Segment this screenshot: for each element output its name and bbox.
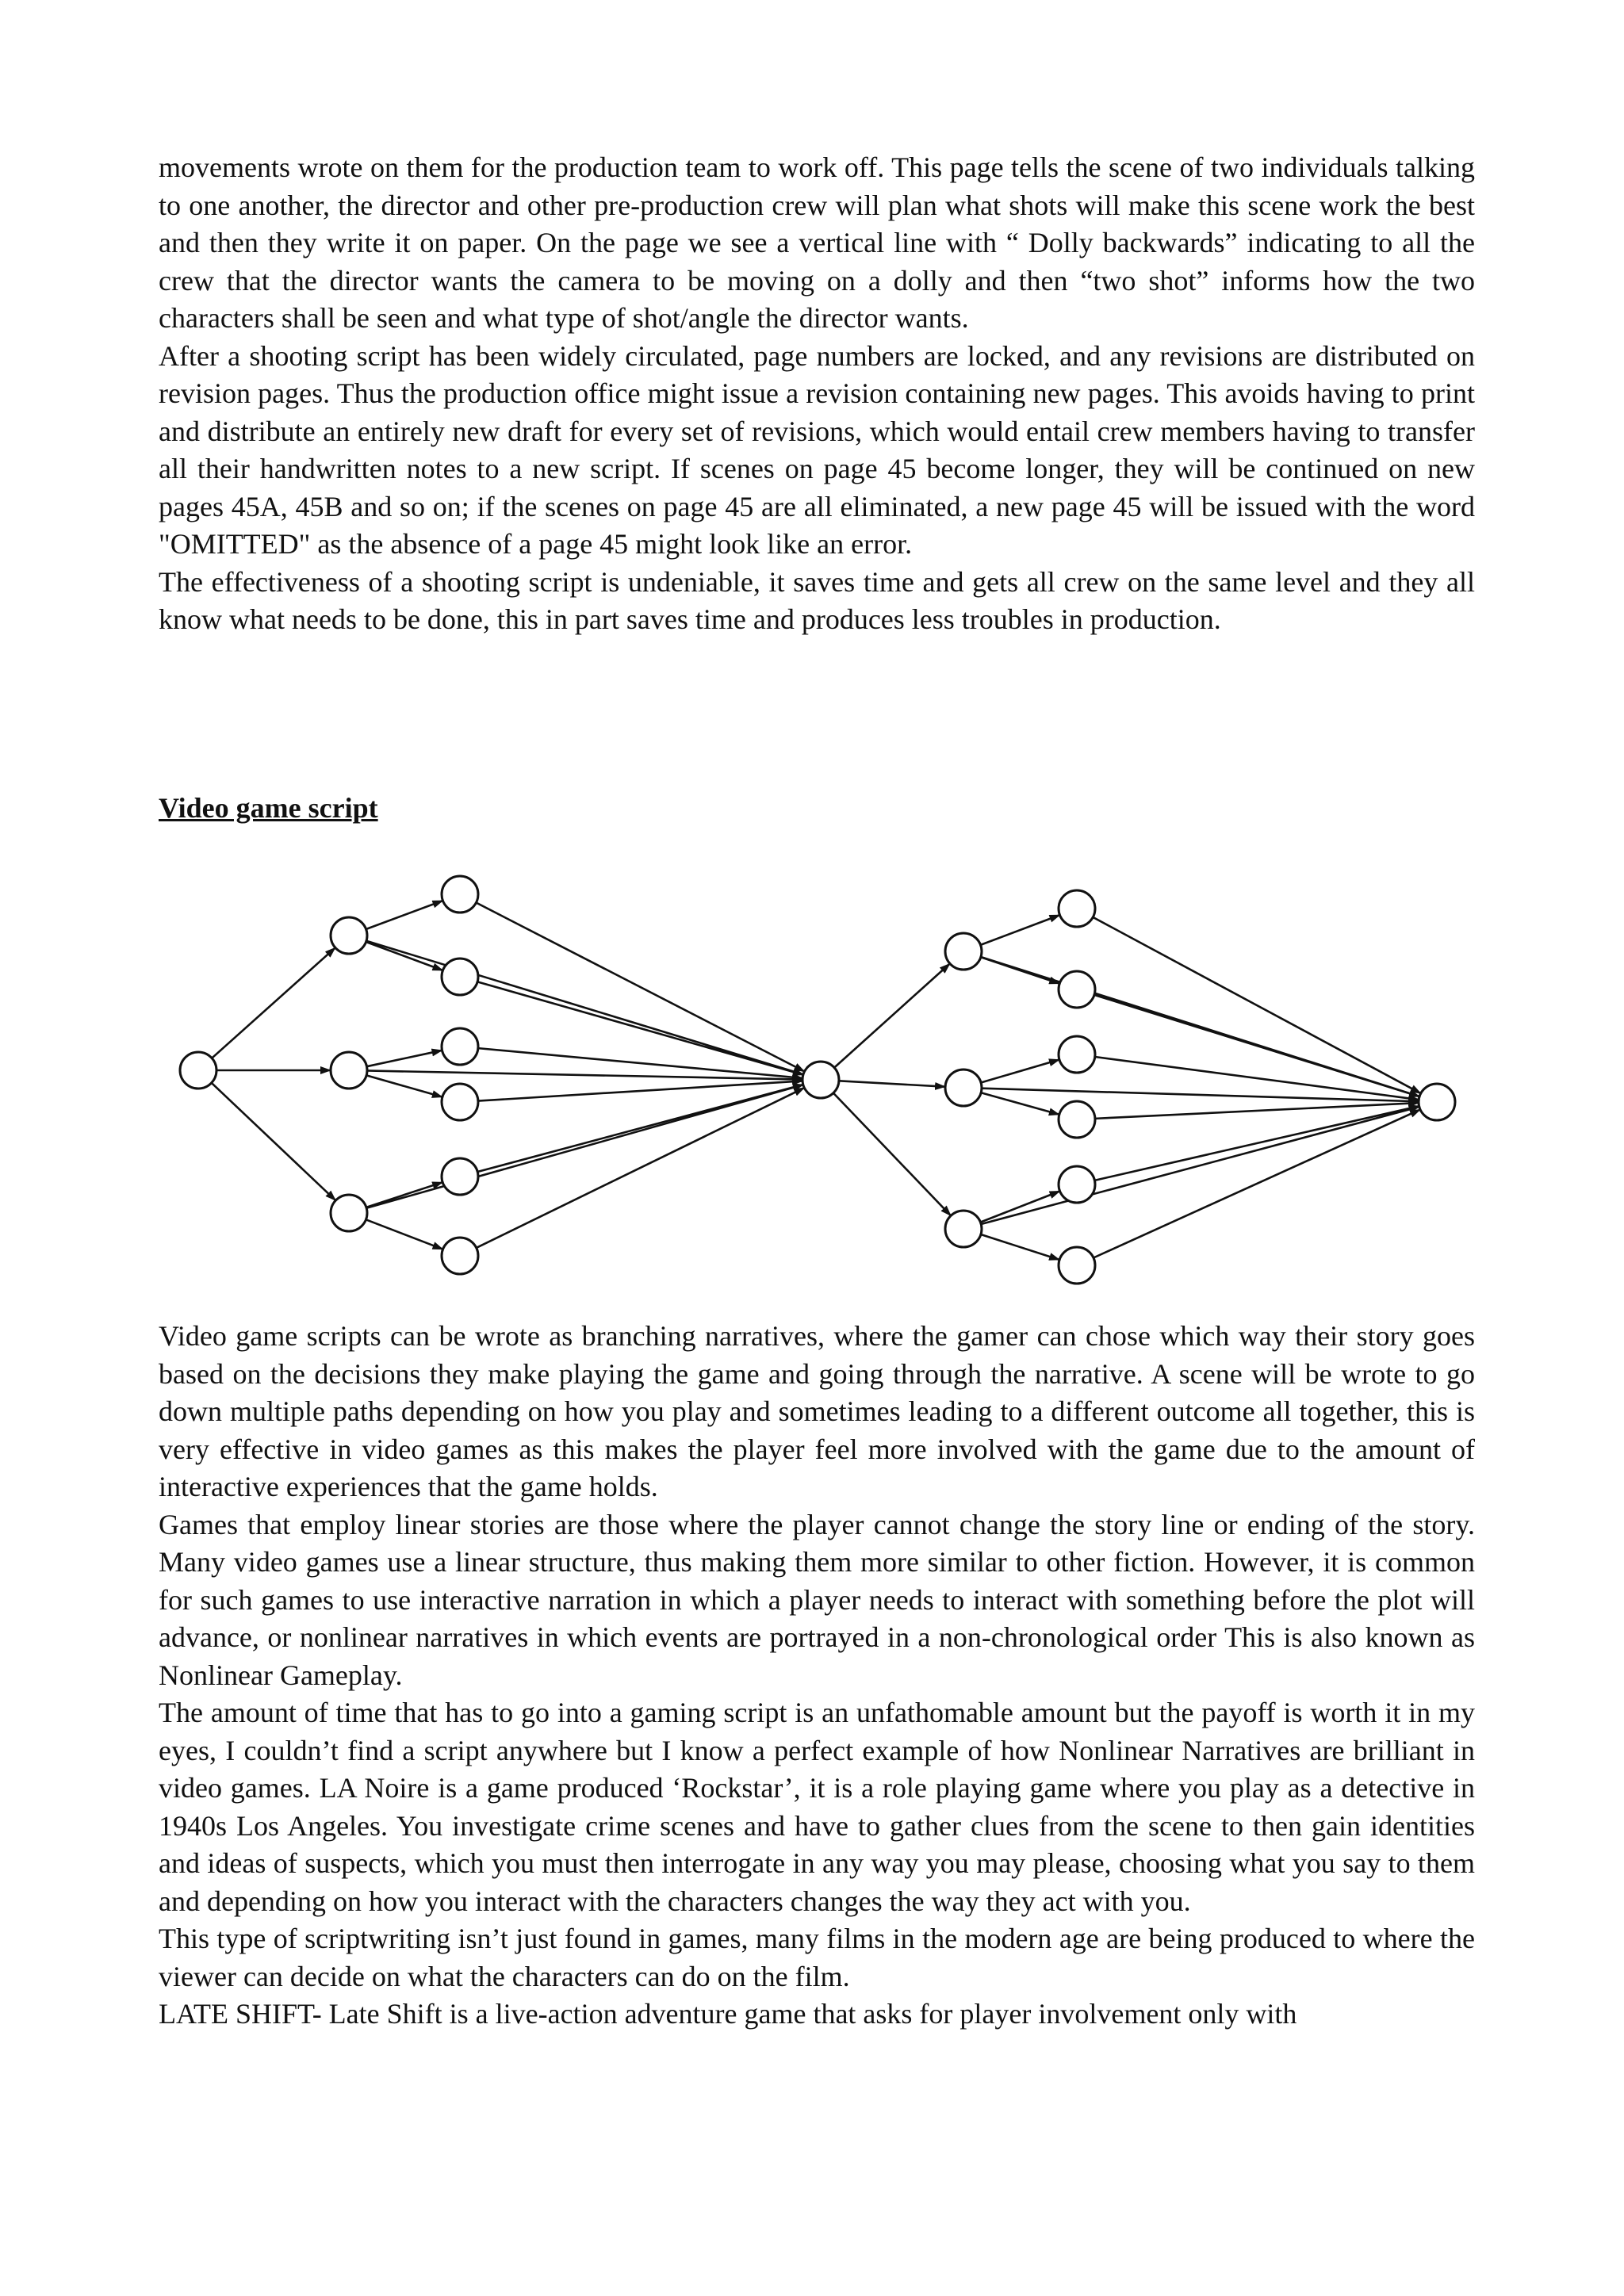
node-b2 (442, 959, 478, 995)
node-a2 (331, 1052, 367, 1089)
arrow-a2-to-b3 (366, 1050, 442, 1066)
arrow-a3-to-b6 (366, 1219, 442, 1249)
arrow-c3-to-d6 (981, 1234, 1059, 1260)
arrow-m-to-c1 (834, 963, 950, 1067)
paragraph-shooting-script-page: movements wrote on them for the production team to work off. This page tells the scene of two individuals talking to one another, the director and other pre-production crew will plan what shots will make this scene work the best and then they write it on paper. On the page we see a vertical line with “ Dolly backwards” indicating to all the crew that the director wants the camera to be moving on a dolly and then “two shot” informs how the two characters shall be seen and what type of shot/angle the director wants. (159, 151, 1475, 334)
node-a1 (331, 917, 367, 954)
arrow-b6-to-m (477, 1088, 805, 1248)
node-d4 (1059, 1101, 1095, 1138)
top-text-block (159, 149, 1475, 639)
arrow-b1-to-m (476, 903, 804, 1072)
arrow-s0-to-a1 (212, 947, 335, 1058)
paragraph-late-shift: LATE SHIFT- Late Shift is a live-action adventure game that asks for player involvement only with (159, 1998, 1297, 2030)
node-a3 (331, 1195, 367, 1231)
node-b1 (442, 876, 478, 913)
arrow-a2-to-b4 (366, 1075, 442, 1096)
bottom-text-block (159, 1318, 1475, 2034)
arrow-s0-to-a3 (212, 1083, 336, 1200)
arrow-a1-to-b2 (366, 942, 443, 970)
node-c3 (945, 1211, 982, 1247)
node-c1 (945, 933, 982, 970)
section-heading: Video game script (159, 792, 378, 824)
paragraph-linear-stories: Games that employ linear stories are those where the player cannot change the story line or ending of the story. Many video games use a linear structure, thus making them more similar to other fiction. However, it is common for such games to use interactive narration in which a player needs to interact with something before the plot will advance, or nonlinear narratives in which events are portrayed in a non-chronological order This is also known as Nonlinear Gameplay. (159, 1508, 1475, 1691)
node-d1 (1059, 890, 1095, 927)
node-m (802, 1062, 839, 1098)
arrow-c2-to-d4 (981, 1093, 1059, 1115)
arrow-m-to-c2 (839, 1081, 945, 1086)
paragraph-interactive-films: This type of scriptwriting isn’t just found in games, many films in the modern age are being produced to where the viewer can decide on what the characters can do on the film. (159, 1923, 1475, 1992)
arrow-c1-to-e (981, 957, 1419, 1096)
node-e (1419, 1084, 1455, 1120)
arrow-c3-to-e (981, 1107, 1419, 1224)
node-d5 (1059, 1166, 1095, 1203)
arrow-m-to-c3 (833, 1093, 951, 1216)
arrow-c2-to-d3 (981, 1059, 1059, 1082)
arrow-b2-to-m (477, 982, 803, 1074)
paragraph-revision-pages: After a shooting script has been widely circulated, page numbers are locked, and any revisions are distributed on revision pages. Thus the production office might issue a revision containing new pages. This avoids having to print and distribute an entirely new draft for every set of revisions, which would entail crew members having to transfer all their handwritten notes to a new script. If scenes on page 45 become longer, they will be continued on new pages 45A, 45B and so on; if the scenes on page 45 are all eliminated, a new page 45 will be issued with the word "OMITTED" as the absence of a page 45 might look like an error. (159, 339, 1475, 560)
arrow-a1-to-b1 (366, 901, 443, 929)
arrow-d4-to-e (1095, 1103, 1419, 1119)
node-b6 (442, 1238, 478, 1274)
node-b5 (442, 1158, 478, 1195)
branching-narrative-diagram (159, 864, 1475, 1300)
node-d6 (1059, 1247, 1095, 1284)
paragraph-effectiveness: The effectiveness of a shooting script is undeniable, it saves time and gets all crew on the same level and they all know what needs to be done, this in part saves time and produces less troubles in production. (159, 565, 1475, 635)
arrow-d6-to-e (1094, 1110, 1420, 1258)
node-d3 (1059, 1036, 1095, 1073)
arrow-a1-to-m (366, 941, 803, 1075)
node-b3 (442, 1028, 478, 1065)
paragraph-la-noire: The amount of time that has to go into a gaming script is an unfathomable amount but the payoff is worth it in my eyes, I couldn’t find a script anywhere but I know a perfect example of how Nonlinear Narratives are brilliant in video games. LA Noire is a game produced ‘Rockstar’, it is a role playing game where you play as a detective in 1940s Los Angeles. You investigate crime scenes and have to gather clues from the scene to then gain identities and ideas of suspects, which you must then interrogate in any way you may please, choosing what you say to them and depending on how you interact with the characters changes the way they act with you. (159, 1697, 1475, 1917)
arrow-c1-to-d1 (981, 915, 1060, 945)
arrow-d1-to-e (1093, 917, 1420, 1093)
arrow-a3-to-m (366, 1085, 803, 1208)
node-b4 (442, 1084, 478, 1120)
node-c2 (945, 1070, 982, 1106)
paragraph-branching-narratives: Video game scripts can be wrote as branching narratives, where the gamer can chose which way their story goes based on the decisions they make playing the game and going through the narrative. A scene will be wrote to go down multiple paths depending on how you play and sometimes leading to a different outcome all together, this is very effective in video games as this makes the player feel more involved with the game due to the amount of interactive experiences that the game holds. (159, 1320, 1475, 1502)
node-d2 (1059, 971, 1095, 1008)
arrow-a3-to-b5 (366, 1182, 442, 1207)
node-s0 (180, 1052, 216, 1089)
